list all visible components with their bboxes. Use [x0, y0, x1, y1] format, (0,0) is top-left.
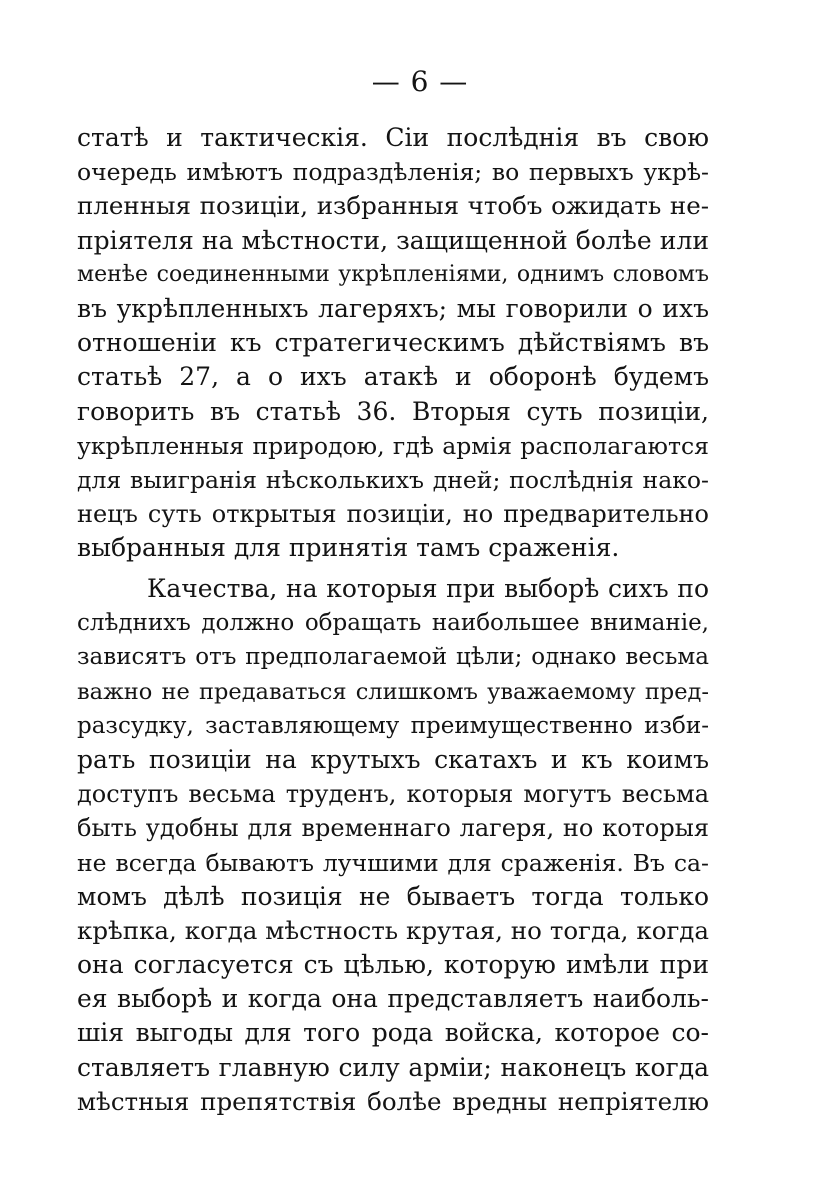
text-line: шія выгоды для того рода войска, которое со-	[77, 1018, 709, 1048]
text-line: очередь имѣютъ подраздѣленія; во первыхъ укрѣ-	[77, 158, 709, 187]
text-line: статѣ и тактическія. Сіи послѣднія въ свою	[77, 123, 709, 152]
text-line: менѣе соединенными укрѣпленіями, однимъ словомъ	[77, 261, 709, 287]
text-line: отношеніи къ стратегическимъ дѣйствіямъ въ	[77, 328, 709, 358]
text-line: зависятъ отъ предполагаемой цѣли; однако весьма	[77, 644, 709, 671]
text-line: ставляетъ главную силу арміи; наконецъ когда	[77, 1052, 709, 1082]
text-line: не всегда бываютъ лучшими для сраженія. Въ са-	[77, 848, 709, 877]
text-line: крѣпка, когда мѣстность крутая, но тогда, когда	[77, 915, 709, 945]
text-line: разсудку, заставляющему преимущественно изби-	[77, 712, 709, 739]
text-line: рать позиціи на крутыхъ скатахъ и къ коимъ	[77, 744, 709, 774]
text-line: доступъ весьма труденъ, которыя могутъ весьма	[77, 780, 709, 809]
text-line: быть удобны для временнаго лагеря, но которыя	[77, 814, 709, 843]
paragraph-2	[77, 572, 709, 1119]
text-line: важно не предаваться слишкомъ уважаемому пред-	[77, 678, 709, 705]
paragraph-1	[77, 121, 709, 565]
text-line: нецъ суть открытыя позиціи, но предварительно	[77, 500, 709, 529]
page-number: — 6 —	[371, 65, 469, 98]
text-line: статьѣ 27, а о ихъ атакѣ и оборонѣ будемъ	[77, 362, 709, 392]
text-line: для выигранія нѣсколькихъ дней; послѣднія нако-	[77, 465, 709, 494]
text-line: укрѣпленныя природою, гдѣ армія располагаются	[77, 431, 709, 460]
text-line: выбранныя для принятія тамъ сраженія.	[77, 533, 620, 563]
text-line: пленныя позиціи, избранныя чтобъ ожидать не-	[77, 191, 709, 221]
text-line: момъ дѣлѣ позиція не бываетъ тогда только	[77, 881, 709, 911]
text-line: ея выборѣ и когда она представляетъ наиболь-	[77, 984, 709, 1014]
text-line: Качества, на которыя при выборѣ сихъ по	[147, 574, 709, 603]
text-line: говорить въ статьѣ 36. Вторыя суть позиціи,	[77, 396, 709, 426]
text-line: она согласуется съ цѣлью, которую имѣли при	[77, 950, 709, 980]
text-line: мѣстныя препятствія болѣе вредны непріятелю	[77, 1086, 709, 1116]
text-line: слѣднихъ должно обращать наибольшее вниманіе,	[77, 610, 709, 637]
text-line: пріятеля на мѣстности, защищенной болѣе или	[77, 225, 709, 255]
text-line: въ укрѣпленныхъ лагеряхъ; мы говорили о ихъ	[77, 293, 709, 323]
